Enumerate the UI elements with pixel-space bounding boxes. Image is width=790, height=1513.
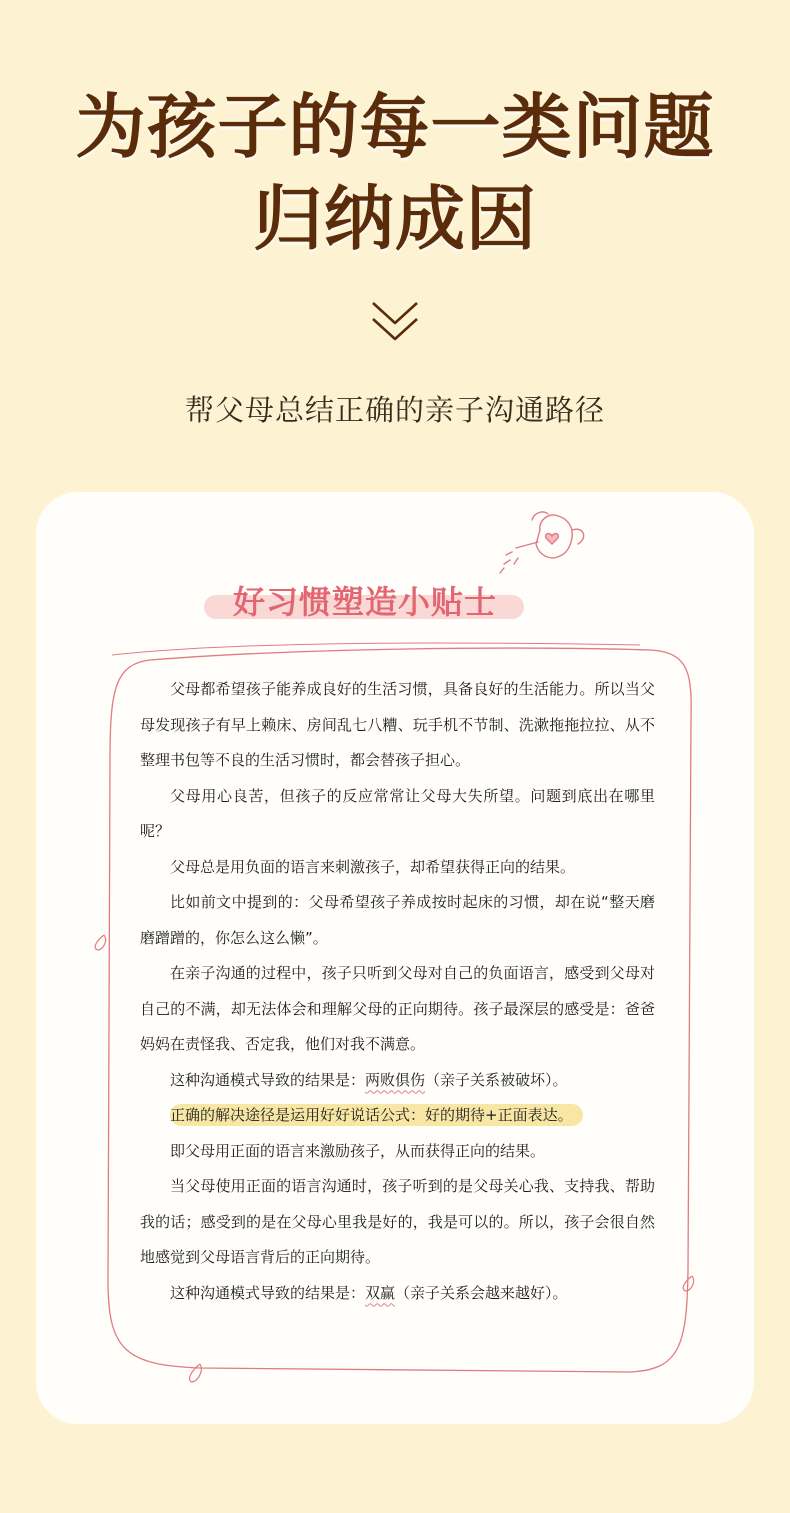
chevron-down-double-icon bbox=[370, 298, 420, 344]
card-body bbox=[140, 672, 655, 1311]
result-negative-emphasis: 两败俱伤 bbox=[365, 1070, 426, 1089]
paragraph-5: 在亲子沟通的过程中，孩子只听到父母对自己的负面语言，感受到父母对自己的不满，却无法体会和理解父母的正向期待。孩子最深层的感受是：爸爸妈妈在责怪我、否定我，他们对我不满意。 bbox=[140, 964, 655, 1053]
result-positive bbox=[140, 1276, 655, 1312]
highlight-text: 正确的解决途径是运用好好说话公式：好的期待+正面表达。 bbox=[170, 1104, 583, 1126]
subtitle: 帮父母总结正确的亲子沟通路径 bbox=[184, 393, 605, 427]
headline-line-2: 归纳成因 bbox=[253, 178, 537, 260]
result-positive-prefix: 这种沟通模式导致的结果是： bbox=[170, 1283, 366, 1302]
result-negative bbox=[140, 1063, 655, 1099]
card-title-area bbox=[200, 575, 530, 625]
result-negative-prefix: 这种沟通模式导致的结果是： bbox=[170, 1070, 366, 1089]
result-positive-suffix: （亲子关系会越来越好）。 bbox=[395, 1283, 568, 1302]
paragraph-7: 当父母使用正面的语言沟通时，孩子听到的是父母关心我、支持我、帮助我的话；感受到的是在父母心里我是好的，我是可以的。所以，孩子会很自然地感觉到父母语言背后的正向期待。 bbox=[140, 1177, 655, 1266]
paragraph-3: 父母总是用负面的语言来刺激孩子，却希望获得正向的结果。 bbox=[170, 857, 576, 876]
paragraph-2: 父母用心良苦，但孩子的反应常常让父母大失所望。问题到底出在哪里呢？ bbox=[140, 786, 655, 840]
watering-can-heart-icon bbox=[492, 508, 592, 582]
headline-line-1: 为孩子的每一类问题 bbox=[75, 86, 715, 168]
paragraph-6: 即父母用正面的语言来激励孩子，从而获得正向的结果。 bbox=[170, 1141, 546, 1160]
result-negative-suffix: （亲子关系被破坏）。 bbox=[425, 1070, 568, 1089]
highlight-paragraph bbox=[140, 1098, 655, 1134]
card-title: 好习惯塑造小贴士 bbox=[232, 583, 497, 621]
paragraph-1: 父母都希望孩子能养成良好的生活习惯，具备良好的生活能力。所以当父母发现孩子有早上赖床、房间乱七八糟、玩手机不节制、洗漱拖拖拉拉、从不整理书包等不良的生活习惯时，都会替孩子担心。 bbox=[140, 680, 655, 769]
result-positive-emphasis: 双赢 bbox=[365, 1283, 396, 1302]
paragraph-4: 比如前文中提到的：父母希望孩子养成按时起床的习惯，却在说“整天磨磨蹭蹭的，你怎么这么懒”。 bbox=[140, 893, 655, 947]
